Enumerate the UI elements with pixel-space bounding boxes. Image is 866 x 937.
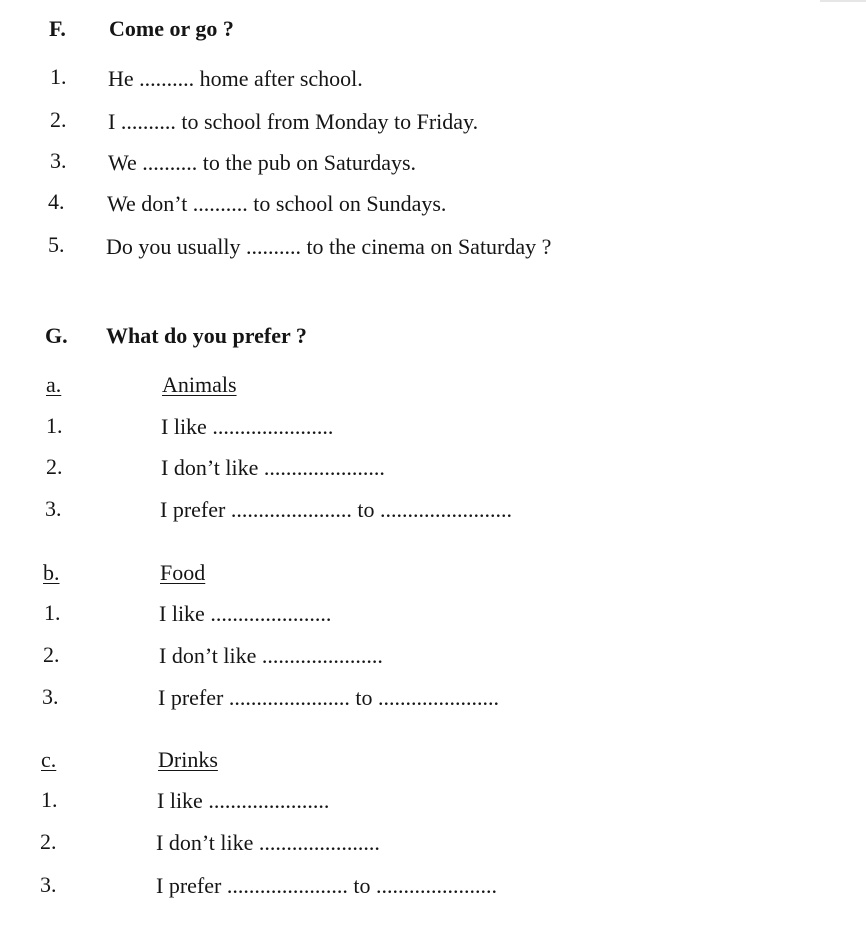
b-item-3-text: I prefer ...................... to ...................... — [158, 685, 499, 710]
b-item-2-text: I don’t like ...................... — [159, 643, 383, 668]
b-item-1-text: I like ...................... — [159, 601, 332, 626]
section-g-title: What do you prefer ? — [106, 323, 307, 348]
f-item-3-number: 3. — [50, 148, 67, 173]
f-item-3-text: We .......... to the pub on Saturdays. — [108, 150, 417, 175]
a-item-1-number: 1. — [46, 413, 63, 438]
c-item-1-number: 1. — [41, 787, 58, 812]
f-item-4-text: We don’t .......... to school on Sundays. — [107, 191, 447, 216]
f-item-1-text: He .......... home after school. — [108, 66, 363, 91]
a-item-3-number: 3. — [45, 496, 62, 521]
scan-edge-mark — [820, 0, 866, 2]
c-item-3-number: 3. — [40, 872, 57, 897]
c-item-1-text: I like ...................... — [157, 788, 330, 813]
group-c-letter: c. — [41, 747, 57, 772]
group-a-letter: a. — [46, 372, 62, 397]
section-f-letter: F. — [49, 16, 66, 41]
b-item-3-number: 3. — [42, 684, 59, 709]
group-c-title: Drinks — [158, 747, 218, 772]
group-b-title: Food — [160, 560, 206, 585]
b-item-1-number: 1. — [44, 600, 61, 625]
f-item-2-number: 2. — [50, 107, 67, 132]
a-item-3-text: I prefer ...................... to ........................ — [160, 497, 512, 522]
f-item-1-number: 1. — [50, 64, 67, 89]
c-item-2-text: I don’t like ...................... — [156, 830, 380, 855]
b-item-2-number: 2. — [43, 642, 60, 667]
a-item-1-text: I like ...................... — [161, 414, 334, 439]
section-f-title: Come or go ? — [109, 16, 234, 41]
a-item-2-number: 2. — [46, 454, 63, 479]
group-a-title: Animals — [162, 372, 237, 397]
f-item-2-text: I .......... to school from Monday to Friday. — [108, 109, 479, 134]
section-g-letter: G. — [45, 323, 68, 348]
a-item-2-text: I don’t like ...................... — [161, 455, 385, 480]
f-item-5-text: Do you usually .......... to the cinema on Saturday ? — [106, 234, 552, 259]
group-b-letter: b. — [43, 560, 60, 585]
c-item-3-text: I prefer ...................... to ...................... — [156, 873, 497, 898]
f-item-5-number: 5. — [48, 232, 65, 257]
c-item-2-number: 2. — [40, 829, 57, 854]
f-item-4-number: 4. — [48, 189, 65, 214]
